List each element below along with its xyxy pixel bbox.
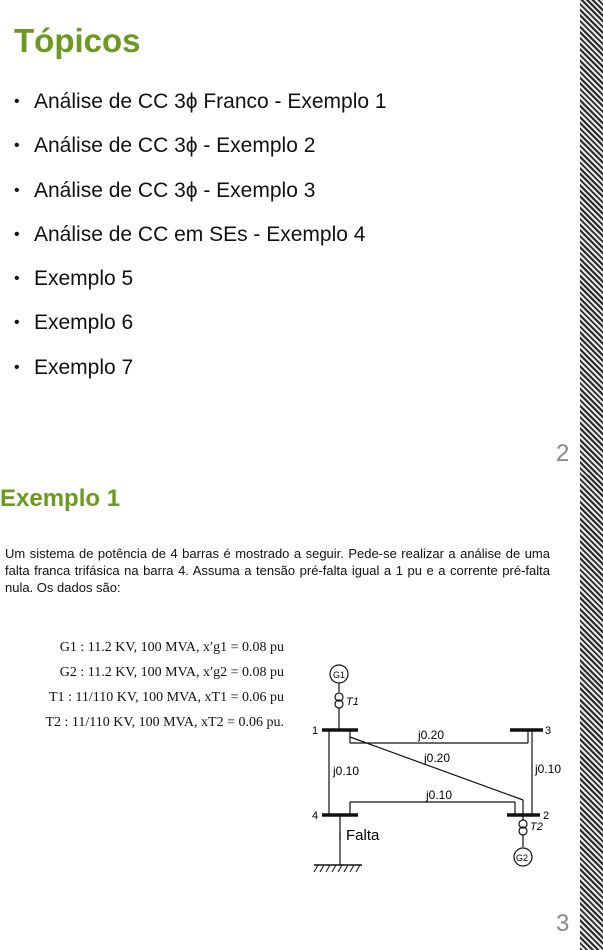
list-item-label: Análise de CC 3ϕ Franco - Exemplo 1 [34,90,387,113]
t2-label: T2 [530,821,543,833]
list-item [14,219,387,263]
list-item [14,263,387,307]
list-item [14,307,387,351]
impedance-4-2: j0.10 [426,788,453,802]
slide-example-1 [0,475,580,950]
bus-2-label: 2 [543,810,550,822]
list-item [14,130,387,174]
bus-1-label: 1 [312,725,319,737]
bullet-icon: • [14,137,20,155]
g1-label: G1 [333,670,346,680]
parameter-g2: G2 : 11.2 KV, 100 MVA, x′g2 = 0.08 pu [59,665,284,680]
list-item-label: Análise de CC em SEs - Exemplo 4 [34,222,366,246]
impedance-3-2: j0.10 [535,762,562,776]
slide-topics [0,0,580,475]
fault-label: Falta [346,827,380,844]
ground-icon [314,865,360,872]
g2-label: G2 [516,853,529,863]
parameter-t2: T2 : 11/110 KV, 100 MVA, xT2 = 0.06 pu. [45,715,284,730]
slide-border-pattern [580,475,603,950]
list-item [14,352,387,396]
page-number: 2 [556,440,570,467]
impedance-1-4: j0.10 [333,764,360,778]
problem-statement: Um sistema de potência de 4 barras é mostrado a seguir. Pede-se realizar a análise de uma falta franca trifásica na barra 4. Assuma a tensão pré-falta igual a 1 pu e a corrente pré-falta nula. Os dados são: [5,546,550,595]
slide-title: Exemplo 1 [0,485,121,512]
parameter-g1: G1 : 11.2 KV, 100 MVA, x′g1 = 0.08 pu [59,640,284,655]
list-item [14,175,387,219]
page-number: 3 [556,910,570,937]
bullet-icon: • [14,270,20,288]
slide-border-pattern [580,0,603,475]
impedance-1-3: j0.20 [418,728,445,742]
bus-4-label: 4 [312,810,319,822]
slide-title: Tópicos [14,22,141,59]
bus-3-label: 3 [545,725,552,737]
bullet-icon: • [14,93,20,110]
t1-label: T1 [346,696,359,708]
list-item-label: Exemplo 5 [34,267,134,291]
one-line-diagram [0,475,580,950]
list-item-label: Análise de CC 3ϕ - Exemplo 2 [34,134,316,158]
bullet-icon: • [14,358,20,376]
bullet-icon: • [14,314,20,332]
topic-list [14,86,387,396]
list-item [14,86,387,130]
list-item-label: Exemplo 6 [34,311,134,335]
bullet-icon: • [14,181,20,199]
impedance-1-2: j0.20 [424,751,451,765]
bullet-icon: • [14,225,20,243]
list-item-label: Análise de CC 3ϕ - Exemplo 3 [34,178,316,202]
list-item-label: Exemplo 7 [34,355,134,379]
parameter-t1: T1 : 11/110 KV, 100 MVA, xT1 = 0.06 pu [48,690,284,705]
